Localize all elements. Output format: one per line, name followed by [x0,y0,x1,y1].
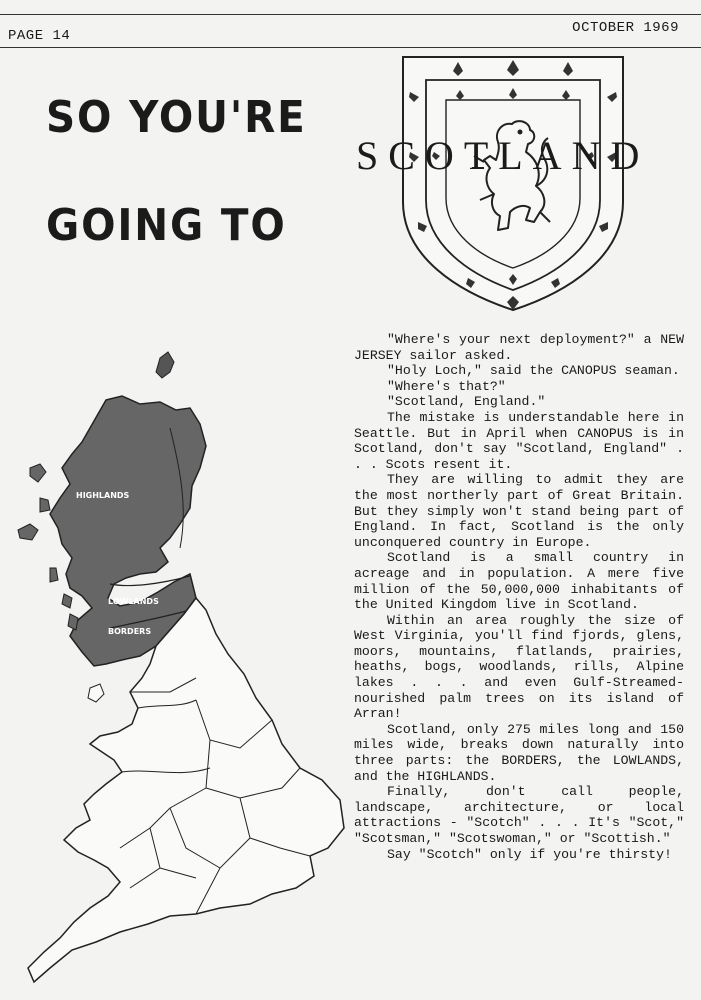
headline-country: SCOTLAND [356,133,650,178]
article-body [354,332,684,862]
issue-date: OCTOBER 1969 [572,20,679,36]
headline-line-1: SO YOU'RE [46,92,307,143]
top-rule [0,14,701,15]
article-paragraph: The mistake is understandable here in Seattle. But in April when CANOPUS is in Scotland, don't say "Scotland, England" . . . Scots resent it. [354,409,684,472]
article-paragraph: Finally, don't call people, landscape, architecture, or local attractions - "Scotch" . . . It's "Scot," "Scotsman," "Scotswoman," or "Scottish." [354,784,684,846]
article-paragraph: "Holy Loch," said the CANOPUS seaman. [387,363,680,379]
article-paragraph: "Where's your next deployment?" a NEW JERSEY sailor asked. [354,332,684,363]
article-paragraph: Within an area roughly the size of West Virginia, you'll find fjords, glens, moors, mountains, flatlands, prairies, heaths, bogs, woodlands, rills, Alpine lakes . . . and even Gulf-Streamed-nourished palm trees on its island of Arran! [354,612,684,722]
lion-rampant-shield-icon [398,52,628,312]
headline-line-2: GOING TO [46,200,287,251]
article-paragraph: Say "Scotch" only if you're thirsty! [387,846,672,862]
article-paragraph: Scotland is a small country in acreage and in population. A mere five million of the 50,000,000 inhabitants of the United Kingdom live in Scotland. [354,550,684,613]
header-rule [0,47,701,48]
region-label-borders: BORDERS [108,627,152,636]
article-paragraph: "Scotland, England." [387,394,546,410]
uk-map-icon [10,348,350,993]
page-number: PAGE 14 [8,28,71,44]
article-paragraph: "Where's that?" [387,378,506,394]
article-paragraph: Scotland, only 275 miles long and 150 miles wide, breaks down naturally into three parts: the BORDERS, the LOWLANDS, and the HIGHLANDS. [354,721,684,784]
region-label-highlands: HIGHLANDS [76,491,130,500]
article-paragraph: They are willing to admit they are the most northerly part of Great Britain. But they simply won't stand being part of England. In fact, Scotland is the only unconquered country in Europe. [354,472,684,550]
region-label-lowlands: LOWLANDS [108,597,159,606]
